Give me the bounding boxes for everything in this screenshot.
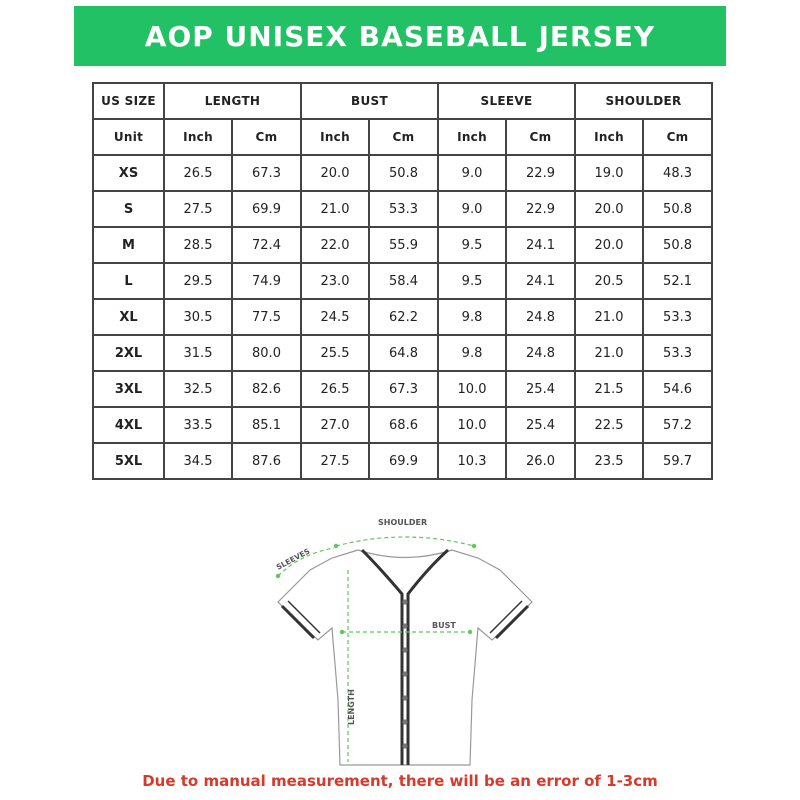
sleeves-label: SLEEVES — [274, 546, 312, 572]
measurement-cell: 74.9 — [232, 263, 301, 299]
measurement-cell: 59.7 — [643, 443, 712, 479]
table-row — [93, 299, 712, 335]
measurement-cell: 69.9 — [232, 191, 301, 227]
measurement-cell: 9.5 — [438, 263, 506, 299]
measurement-cell: 27.5 — [301, 443, 369, 479]
measurement-cell: 9.8 — [438, 335, 506, 371]
page-title: AOP UNISEX BASEBALL JERSEY — [144, 19, 656, 53]
unit-cell: Cm — [369, 119, 438, 155]
measurement-cell: 23.0 — [301, 263, 369, 299]
table-row — [93, 371, 712, 407]
measurement-cell: 20.0 — [301, 155, 369, 191]
table-row — [93, 443, 712, 479]
length-label: LENGTH — [347, 689, 356, 725]
unit-cell: Inch — [301, 119, 369, 155]
measurement-cell: 52.1 — [643, 263, 712, 299]
measurement-cell: 22.9 — [506, 191, 575, 227]
measurement-cell: 50.8 — [643, 191, 712, 227]
measurement-cell: 10.0 — [438, 407, 506, 443]
measurement-cell: 20.0 — [575, 227, 643, 263]
measurement-cell: 62.2 — [369, 299, 438, 335]
measurement-cell: 22.0 — [301, 227, 369, 263]
measurement-cell: 48.3 — [643, 155, 712, 191]
unit-header-row — [93, 119, 712, 155]
size-cell: L — [93, 263, 164, 299]
measurement-cell: 27.5 — [164, 191, 232, 227]
size-cell: XL — [93, 299, 164, 335]
table-row — [93, 407, 712, 443]
jersey-diagram — [270, 510, 540, 772]
size-cell: XS — [93, 155, 164, 191]
unit-cell: Inch — [438, 119, 506, 155]
measurement-cell: 25.5 — [301, 335, 369, 371]
measurement-cell: 23.5 — [575, 443, 643, 479]
measurement-cell: 27.0 — [301, 407, 369, 443]
measurement-cell: 34.5 — [164, 443, 232, 479]
table-row — [93, 155, 712, 191]
size-cell: 4XL — [93, 407, 164, 443]
measurement-cell: 33.5 — [164, 407, 232, 443]
jersey-illustration — [270, 510, 540, 772]
size-cell: 3XL — [93, 371, 164, 407]
measurement-cell: 20.5 — [575, 263, 643, 299]
measurement-cell: 58.4 — [369, 263, 438, 299]
measurement-cell: 69.9 — [369, 443, 438, 479]
measurement-cell: 53.3 — [643, 335, 712, 371]
measurement-cell: 25.4 — [506, 407, 575, 443]
measurement-cell: 50.8 — [643, 227, 712, 263]
table-row — [93, 191, 712, 227]
unit-cell: Inch — [575, 119, 643, 155]
measurement-cell: 9.0 — [438, 191, 506, 227]
title-banner — [74, 6, 726, 66]
measurement-cell: 82.6 — [232, 371, 301, 407]
unit-cell: Cm — [643, 119, 712, 155]
measurement-cell: 57.2 — [643, 407, 712, 443]
measurement-cell: 19.0 — [575, 155, 643, 191]
bust-label: BUST — [432, 621, 456, 630]
measurement-cell: 26.5 — [164, 155, 232, 191]
measurement-cell: 20.0 — [575, 191, 643, 227]
unit-cell: Inch — [164, 119, 232, 155]
header-shoulder: SHOULDER — [575, 83, 712, 119]
measurement-cell: 24.1 — [506, 227, 575, 263]
size-cell: M — [93, 227, 164, 263]
measurement-cell: 28.5 — [164, 227, 232, 263]
table-row — [93, 227, 712, 263]
header-sleeve: SLEEVE — [438, 83, 575, 119]
size-rows — [93, 155, 712, 479]
measurement-cell: 67.3 — [232, 155, 301, 191]
measurement-cell: 26.0 — [506, 443, 575, 479]
shoulder-measure-line — [336, 537, 474, 546]
table-row — [93, 335, 712, 371]
size-chart-table — [92, 82, 713, 480]
measurement-cell: 72.4 — [232, 227, 301, 263]
measurement-cell: 22.9 — [506, 155, 575, 191]
measurement-note: Due to manual measurement, there will be an error of 1-3cm — [142, 772, 658, 790]
size-cell: 5XL — [93, 443, 164, 479]
measurement-cell: 54.6 — [643, 371, 712, 407]
size-cell: S — [93, 191, 164, 227]
measurement-cell: 67.3 — [369, 371, 438, 407]
measurement-cell: 21.0 — [301, 191, 369, 227]
measurement-cell: 77.5 — [232, 299, 301, 335]
measurement-cell: 53.3 — [369, 191, 438, 227]
measurement-cell: 53.3 — [643, 299, 712, 335]
measurement-cell: 24.5 — [301, 299, 369, 335]
measurement-cell: 21.5 — [575, 371, 643, 407]
shoulder-label: SHOULDER — [378, 518, 428, 527]
measurement-cell: 22.5 — [575, 407, 643, 443]
measurement-cell: 31.5 — [164, 335, 232, 371]
measurement-cell: 55.9 — [369, 227, 438, 263]
measurement-cell: 32.5 — [164, 371, 232, 407]
measurement-cell: 9.0 — [438, 155, 506, 191]
header-bust: BUST — [301, 83, 438, 119]
unit-label: Unit — [93, 119, 164, 155]
measurement-cell: 85.1 — [232, 407, 301, 443]
jersey-outline — [278, 550, 532, 765]
measurement-cell: 9.8 — [438, 299, 506, 335]
size-cell: 2XL — [93, 335, 164, 371]
measurement-cell: 24.1 — [506, 263, 575, 299]
group-header-row — [93, 83, 712, 119]
measurement-cell: 68.6 — [369, 407, 438, 443]
measurement-cell: 29.5 — [164, 263, 232, 299]
table-row — [93, 263, 712, 299]
measurement-cell: 30.5 — [164, 299, 232, 335]
measurement-cell: 24.8 — [506, 335, 575, 371]
measurement-cell: 25.4 — [506, 371, 575, 407]
measurement-cell: 21.0 — [575, 335, 643, 371]
measurement-cell: 87.6 — [232, 443, 301, 479]
measurement-cell: 10.3 — [438, 443, 506, 479]
measurement-cell: 9.5 — [438, 227, 506, 263]
header-us-size: US SIZE — [93, 83, 164, 119]
measurement-cell: 64.8 — [369, 335, 438, 371]
measurement-cell: 21.0 — [575, 299, 643, 335]
unit-cell: Cm — [232, 119, 301, 155]
header-length: LENGTH — [164, 83, 301, 119]
measurement-cell: 50.8 — [369, 155, 438, 191]
unit-cell: Cm — [506, 119, 575, 155]
measurement-cell: 24.8 — [506, 299, 575, 335]
measurement-cell: 80.0 — [232, 335, 301, 371]
measurement-cell: 10.0 — [438, 371, 506, 407]
measurement-cell: 26.5 — [301, 371, 369, 407]
